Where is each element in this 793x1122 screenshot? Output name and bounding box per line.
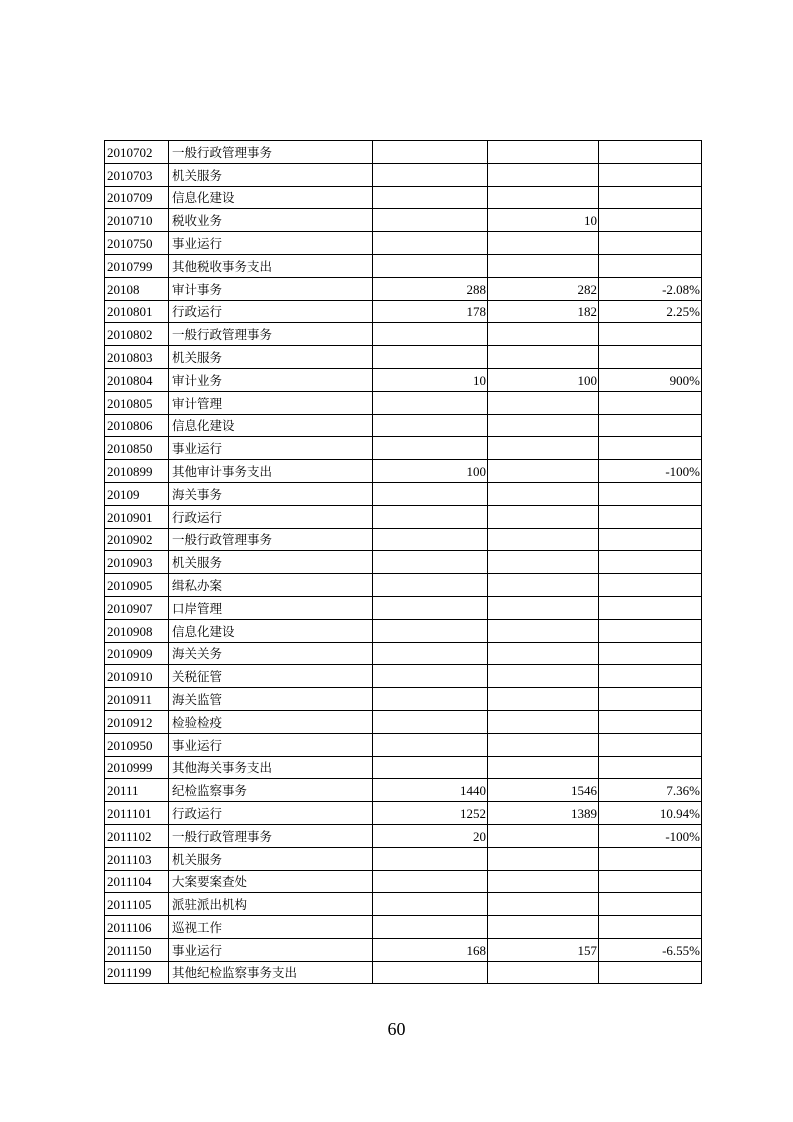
row-value2-cell (488, 482, 599, 505)
row-change-cell (599, 596, 702, 619)
row-name-cell: 其他海关事务支出 (169, 756, 373, 779)
row-change-cell (599, 209, 702, 232)
table-row (105, 277, 702, 300)
row-name-cell: 审计事务 (169, 277, 373, 300)
row-value1-cell (373, 346, 488, 369)
row-change-cell (599, 642, 702, 665)
row-value2-cell (488, 847, 599, 870)
row-value2-cell (488, 665, 599, 688)
row-value1-cell (373, 893, 488, 916)
row-code-cell: 2010908 (105, 619, 169, 642)
table-row (105, 756, 702, 779)
row-change-cell (599, 733, 702, 756)
table-row (105, 232, 702, 255)
row-value1-cell (373, 642, 488, 665)
row-code-cell: 2010907 (105, 596, 169, 619)
row-value1-cell (373, 437, 488, 460)
table-row (105, 141, 702, 164)
row-change-cell: 2.25% (599, 300, 702, 323)
row-value2-cell (488, 619, 599, 642)
row-code-cell: 2010950 (105, 733, 169, 756)
row-change-cell: 7.36% (599, 779, 702, 802)
row-value2-cell (488, 916, 599, 939)
row-change-cell (599, 323, 702, 346)
table-row (105, 505, 702, 528)
row-code-cell: 20111 (105, 779, 169, 802)
row-change-cell (599, 916, 702, 939)
row-change-cell (599, 961, 702, 984)
row-code-cell: 2010806 (105, 414, 169, 437)
row-value1-cell (373, 254, 488, 277)
row-change-cell (599, 186, 702, 209)
row-code-cell: 2010910 (105, 665, 169, 688)
table-row (105, 779, 702, 802)
table-row (105, 733, 702, 756)
row-code-cell: 2010911 (105, 688, 169, 711)
row-change-cell: 10.94% (599, 802, 702, 825)
row-name-cell: 一般行政管理事务 (169, 323, 373, 346)
budget-table-body (105, 141, 702, 984)
row-code-cell: 2010901 (105, 505, 169, 528)
row-name-cell: 信息化建设 (169, 619, 373, 642)
row-change-cell (599, 574, 702, 597)
row-value2-cell (488, 254, 599, 277)
row-name-cell: 行政运行 (169, 300, 373, 323)
row-code-cell: 2010799 (105, 254, 169, 277)
row-value2-cell (488, 893, 599, 916)
table-row (105, 437, 702, 460)
row-name-cell: 纪检监察事务 (169, 779, 373, 802)
row-code-cell: 2010709 (105, 186, 169, 209)
row-change-cell (599, 870, 702, 893)
row-code-cell: 2011101 (105, 802, 169, 825)
row-value1-cell (373, 163, 488, 186)
row-name-cell: 大案要案查处 (169, 870, 373, 893)
row-code-cell: 20109 (105, 482, 169, 505)
row-change-cell (599, 619, 702, 642)
row-value1-cell (373, 870, 488, 893)
row-name-cell: 事业运行 (169, 938, 373, 961)
table-row (105, 619, 702, 642)
table-row (105, 163, 702, 186)
row-value1-cell (373, 688, 488, 711)
row-value1-cell: 20 (373, 824, 488, 847)
row-name-cell: 其他纪检监察事务支出 (169, 961, 373, 984)
row-value2-cell (488, 505, 599, 528)
row-name-cell: 机关服务 (169, 551, 373, 574)
row-change-cell (599, 391, 702, 414)
row-code-cell: 2010710 (105, 209, 169, 232)
row-name-cell: 事业运行 (169, 232, 373, 255)
row-value1-cell: 1440 (373, 779, 488, 802)
row-value2-cell: 10 (488, 209, 599, 232)
row-value1-cell (373, 710, 488, 733)
row-code-cell: 2011150 (105, 938, 169, 961)
row-change-cell: -100% (599, 824, 702, 847)
row-value1-cell (373, 323, 488, 346)
row-value2-cell: 182 (488, 300, 599, 323)
row-value2-cell (488, 391, 599, 414)
row-value1-cell (373, 847, 488, 870)
table-row (105, 870, 702, 893)
row-change-cell (599, 254, 702, 277)
row-value1-cell (373, 916, 488, 939)
row-code-cell: 2010850 (105, 437, 169, 460)
row-code-cell: 2011103 (105, 847, 169, 870)
row-value2-cell (488, 870, 599, 893)
row-code-cell: 2010899 (105, 460, 169, 483)
row-value2-cell: 282 (488, 277, 599, 300)
row-change-cell (599, 756, 702, 779)
row-value1-cell (373, 961, 488, 984)
row-name-cell: 其他审计事务支出 (169, 460, 373, 483)
row-name-cell: 海关事务 (169, 482, 373, 505)
row-change-cell: 900% (599, 368, 702, 391)
row-code-cell: 2010750 (105, 232, 169, 255)
row-change-cell (599, 437, 702, 460)
row-value1-cell: 168 (373, 938, 488, 961)
row-value1-cell (373, 482, 488, 505)
table-row (105, 642, 702, 665)
row-value1-cell: 10 (373, 368, 488, 391)
table-row (105, 665, 702, 688)
row-value2-cell: 1389 (488, 802, 599, 825)
row-value2-cell (488, 642, 599, 665)
row-value1-cell (373, 551, 488, 574)
row-change-cell (599, 893, 702, 916)
row-name-cell: 机关服务 (169, 346, 373, 369)
row-name-cell: 巡视工作 (169, 916, 373, 939)
row-value2-cell (488, 323, 599, 346)
row-name-cell: 税收业务 (169, 209, 373, 232)
table-row (105, 961, 702, 984)
table-row (105, 938, 702, 961)
page-number: 60 (387, 1019, 406, 1039)
row-name-cell: 机关服务 (169, 163, 373, 186)
budget-table (104, 140, 702, 984)
row-value1-cell: 100 (373, 460, 488, 483)
row-name-cell: 检验检疫 (169, 710, 373, 733)
table-row (105, 847, 702, 870)
table-row (105, 893, 702, 916)
row-value1-cell (373, 141, 488, 164)
row-value1-cell (373, 665, 488, 688)
row-value1-cell (373, 619, 488, 642)
row-code-cell: 20108 (105, 277, 169, 300)
row-code-cell: 2011199 (105, 961, 169, 984)
row-value1-cell: 178 (373, 300, 488, 323)
row-value2-cell (488, 163, 599, 186)
row-value2-cell: 100 (488, 368, 599, 391)
row-name-cell: 关税征管 (169, 665, 373, 688)
table-row (105, 482, 702, 505)
row-value1-cell (373, 391, 488, 414)
table-row (105, 346, 702, 369)
table-row (105, 300, 702, 323)
row-name-cell: 机关服务 (169, 847, 373, 870)
row-code-cell: 2010805 (105, 391, 169, 414)
row-value1-cell: 288 (373, 277, 488, 300)
row-change-cell: -6.55% (599, 938, 702, 961)
table-row (105, 460, 702, 483)
row-code-cell: 2010801 (105, 300, 169, 323)
row-code-cell: 2010912 (105, 710, 169, 733)
row-value2-cell (488, 574, 599, 597)
table-row (105, 391, 702, 414)
row-change-cell (599, 414, 702, 437)
row-value2-cell: 157 (488, 938, 599, 961)
row-name-cell: 其他税收事务支出 (169, 254, 373, 277)
row-code-cell: 2011106 (105, 916, 169, 939)
row-code-cell: 2010703 (105, 163, 169, 186)
row-name-cell: 事业运行 (169, 437, 373, 460)
row-change-cell (599, 232, 702, 255)
row-change-cell (599, 847, 702, 870)
row-change-cell: -100% (599, 460, 702, 483)
row-code-cell: 2010804 (105, 368, 169, 391)
row-name-cell: 信息化建设 (169, 186, 373, 209)
table-row (105, 323, 702, 346)
row-code-cell: 2010905 (105, 574, 169, 597)
row-code-cell: 2010999 (105, 756, 169, 779)
row-code-cell: 2010902 (105, 528, 169, 551)
row-change-cell (599, 528, 702, 551)
table-row (105, 574, 702, 597)
row-change-cell (599, 505, 702, 528)
row-value1-cell (373, 414, 488, 437)
row-value2-cell (488, 756, 599, 779)
row-code-cell: 2010903 (105, 551, 169, 574)
table-row (105, 209, 702, 232)
row-name-cell: 行政运行 (169, 505, 373, 528)
row-name-cell: 口岸管理 (169, 596, 373, 619)
row-change-cell (599, 141, 702, 164)
row-value2-cell (488, 346, 599, 369)
table-row (105, 186, 702, 209)
row-value2-cell (488, 710, 599, 733)
row-value2-cell (488, 414, 599, 437)
table-row (105, 688, 702, 711)
table-row (105, 414, 702, 437)
row-code-cell: 2011105 (105, 893, 169, 916)
table-row (105, 528, 702, 551)
row-code-cell: 2010909 (105, 642, 169, 665)
row-name-cell: 行政运行 (169, 802, 373, 825)
row-name-cell: 派驻派出机构 (169, 893, 373, 916)
row-change-cell (599, 163, 702, 186)
row-name-cell: 审计管理 (169, 391, 373, 414)
row-value1-cell (373, 574, 488, 597)
table-row (105, 596, 702, 619)
row-value1-cell (373, 528, 488, 551)
row-code-cell: 2011104 (105, 870, 169, 893)
row-name-cell: 一般行政管理事务 (169, 528, 373, 551)
row-name-cell: 事业运行 (169, 733, 373, 756)
row-name-cell: 海关监管 (169, 688, 373, 711)
row-value1-cell: 1252 (373, 802, 488, 825)
table-row (105, 802, 702, 825)
row-code-cell: 2011102 (105, 824, 169, 847)
row-value1-cell (373, 209, 488, 232)
row-change-cell (599, 710, 702, 733)
row-name-cell: 缉私办案 (169, 574, 373, 597)
row-value2-cell (488, 437, 599, 460)
row-name-cell: 一般行政管理事务 (169, 141, 373, 164)
row-code-cell: 2010803 (105, 346, 169, 369)
row-code-cell: 2010802 (105, 323, 169, 346)
row-change-cell: -2.08% (599, 277, 702, 300)
row-code-cell: 2010702 (105, 141, 169, 164)
row-name-cell: 海关关务 (169, 642, 373, 665)
row-name-cell: 一般行政管理事务 (169, 824, 373, 847)
row-change-cell (599, 688, 702, 711)
row-value2-cell (488, 186, 599, 209)
row-value1-cell (373, 756, 488, 779)
row-value2-cell (488, 824, 599, 847)
table-row (105, 254, 702, 277)
table-row (105, 368, 702, 391)
row-value2-cell: 1546 (488, 779, 599, 802)
row-value1-cell (373, 596, 488, 619)
row-value2-cell (488, 551, 599, 574)
row-change-cell (599, 665, 702, 688)
table-row (105, 551, 702, 574)
row-value1-cell (373, 733, 488, 756)
row-value1-cell (373, 232, 488, 255)
row-name-cell: 审计业务 (169, 368, 373, 391)
row-change-cell (599, 346, 702, 369)
table-row (105, 824, 702, 847)
row-name-cell: 信息化建设 (169, 414, 373, 437)
table-row (105, 916, 702, 939)
row-value1-cell (373, 505, 488, 528)
row-value2-cell (488, 528, 599, 551)
row-value2-cell (488, 596, 599, 619)
row-value2-cell (488, 961, 599, 984)
table-row (105, 710, 702, 733)
row-value2-cell (488, 688, 599, 711)
row-value2-cell (488, 733, 599, 756)
row-value1-cell (373, 186, 488, 209)
row-value2-cell (488, 232, 599, 255)
row-change-cell (599, 551, 702, 574)
row-change-cell (599, 482, 702, 505)
row-value2-cell (488, 460, 599, 483)
row-value2-cell (488, 141, 599, 164)
